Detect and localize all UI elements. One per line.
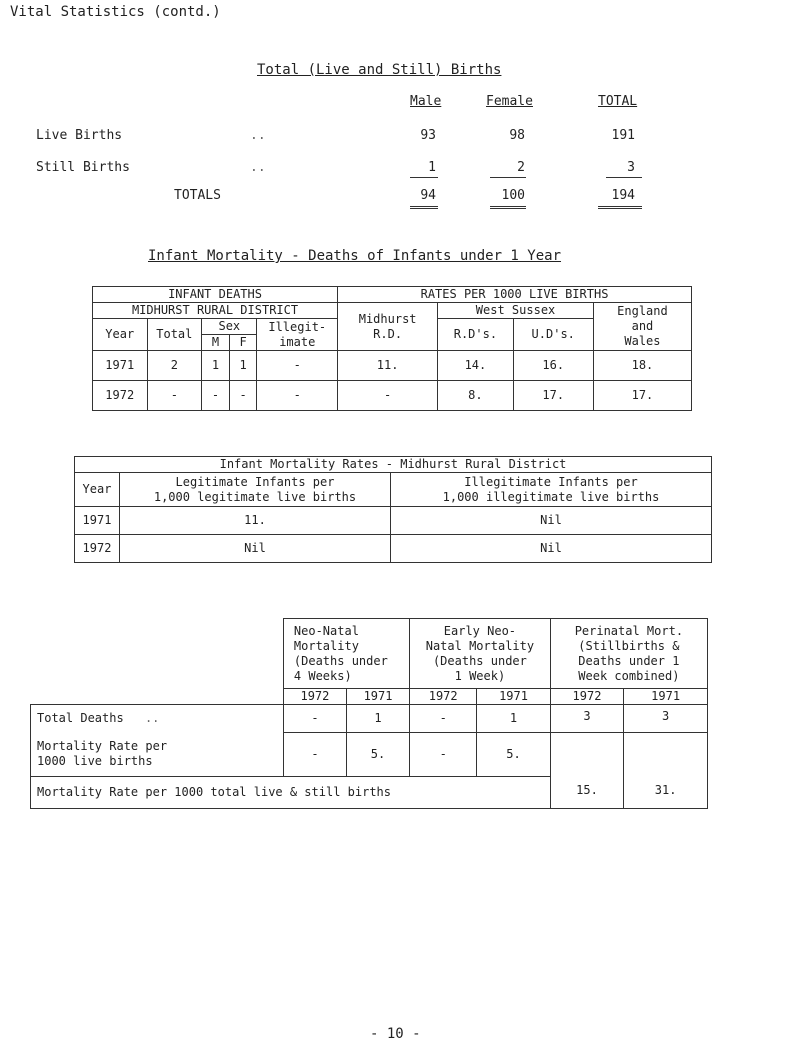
rate-total-value: 31. — [624, 733, 708, 809]
h-m: M — [202, 335, 230, 351]
row-still-births-label: Still Births — [36, 160, 130, 175]
h-perinatal: Perinatal Mort. (Stillbirths & Deaths under 1 Week combined) — [550, 619, 707, 689]
year-header: 1972 — [550, 689, 623, 705]
table-row-uds: 17. — [513, 381, 593, 411]
row-still-births-dots: .. — [250, 160, 266, 175]
row-live-births-label: Live Births — [36, 128, 123, 143]
total-deaths-value: 1 — [477, 705, 550, 733]
year-header: 1972 — [283, 689, 346, 705]
table-row-rds: 14. — [438, 351, 513, 381]
h-total: Total — [147, 319, 202, 351]
table-row-total: - — [147, 381, 202, 411]
year-header: 1972 — [410, 689, 477, 705]
rates-row-legit: 11. — [120, 507, 391, 535]
live-male: 93 — [420, 128, 436, 143]
rates-row-year: 1972 — [75, 535, 120, 563]
h-england: England and Wales — [593, 303, 691, 351]
sum-rule-female — [490, 177, 526, 178]
table-row-m: 1 — [202, 351, 230, 381]
page-header: Vital Statistics (contd.) — [10, 4, 221, 20]
rates-h-year: Year — [75, 473, 120, 507]
h-sex: Sex — [202, 319, 257, 335]
total-deaths-value: 3 — [550, 705, 623, 733]
h-infant-deaths: INFANT DEATHS — [93, 287, 338, 303]
still-male: 1 — [428, 160, 436, 175]
still-total: 3 — [627, 160, 635, 175]
h-f: F — [229, 335, 257, 351]
h-uds: U.D's. — [513, 319, 593, 351]
perinatal-table — [30, 618, 708, 809]
h-west-sussex: West Sussex — [438, 303, 594, 319]
mortality-rate-value: - — [410, 733, 477, 777]
rates-row-illegit: Nil — [391, 535, 712, 563]
year-header: 1971 — [477, 689, 550, 705]
total-deaths-label: Total Deaths .. — [31, 705, 284, 733]
h-midhurst: Midhurst R.D. — [338, 303, 438, 351]
table-row-england: 17. — [593, 381, 691, 411]
total-rule-total — [598, 206, 642, 209]
table-row-year: 1971 — [93, 351, 148, 381]
table-row-england: 18. — [593, 351, 691, 381]
total-deaths-value: 1 — [346, 705, 409, 733]
col-female: Female — [486, 94, 533, 109]
mortality-rate-value: 5. — [346, 733, 409, 777]
sum-rule-male — [410, 177, 438, 178]
totals-total: 194 — [611, 188, 635, 203]
live-female: 98 — [509, 128, 525, 143]
table-row-uds: 16. — [513, 351, 593, 381]
table-row-f: - — [229, 381, 257, 411]
total-rule-female — [490, 206, 526, 209]
h-illegitimate: Illegit- imate — [257, 319, 338, 351]
col-male: Male — [410, 94, 442, 109]
mortality-rate-label: Mortality Rate per 1000 live births — [31, 733, 284, 777]
table-row-m: - — [202, 381, 230, 411]
totals-female: 100 — [501, 188, 525, 203]
table-row-illeg: - — [257, 381, 338, 411]
page-number: - 10 - — [370, 1026, 421, 1042]
births-title: Total (Live and Still) Births — [257, 62, 502, 78]
rates-row-illegit: Nil — [391, 507, 712, 535]
table-row-midhurst: 11. — [338, 351, 438, 381]
h-rates: RATES PER 1000 LIVE BIRTHS — [338, 287, 692, 303]
h-neo-natal: Neo-Natal Mortality (Deaths under 4 Weeks) — [283, 619, 409, 689]
h-early-neo-natal: Early Neo- Natal Mortality (Deaths under 1 Week) — [410, 619, 551, 689]
infant-mortality-title: Infant Mortality - Deaths of Infants under 1 Year — [148, 248, 562, 264]
year-header: 1971 — [624, 689, 708, 705]
sum-rule-total — [606, 177, 642, 178]
rates-row-legit: Nil — [120, 535, 391, 563]
year-header: 1971 — [346, 689, 409, 705]
rates-row-year: 1971 — [75, 507, 120, 535]
total-deaths-value: - — [410, 705, 477, 733]
table-row-midhurst: - — [338, 381, 438, 411]
total-deaths-value: - — [283, 705, 346, 733]
rate-total-label: Mortality Rate per 1000 total live & still births — [31, 777, 551, 809]
rate-total-value: 15. — [550, 733, 623, 809]
total-deaths-value: 3 — [624, 705, 708, 733]
row-live-births-dots: .. — [250, 128, 266, 143]
live-total: 191 — [611, 128, 635, 143]
table-row-rds: 8. — [438, 381, 513, 411]
h-rds: R.D's. — [438, 319, 513, 351]
h-district: MIDHURST RURAL DISTRICT — [93, 303, 338, 319]
table-row-illeg: - — [257, 351, 338, 381]
rates-h-illegit: Illegitimate Infants per 1,000 illegitimate live births — [391, 473, 712, 507]
rates-h-legit: Legitimate Infants per 1,000 legitimate live births — [120, 473, 391, 507]
table-row-year: 1972 — [93, 381, 148, 411]
total-rule-male — [410, 206, 438, 209]
table-row-f: 1 — [229, 351, 257, 381]
mortality-rate-value: - — [283, 733, 346, 777]
h-year: Year — [93, 319, 148, 351]
totals-male: 94 — [420, 188, 436, 203]
totals-label: TOTALS — [174, 188, 221, 203]
rates-title: Infant Mortality Rates - Midhurst Rural District — [75, 457, 712, 473]
col-total: TOTAL — [598, 94, 638, 109]
table-row-total: 2 — [147, 351, 202, 381]
rates-table — [74, 456, 712, 563]
still-female: 2 — [517, 160, 525, 175]
infant-deaths-table — [92, 286, 692, 411]
mortality-rate-value: 5. — [477, 733, 550, 777]
